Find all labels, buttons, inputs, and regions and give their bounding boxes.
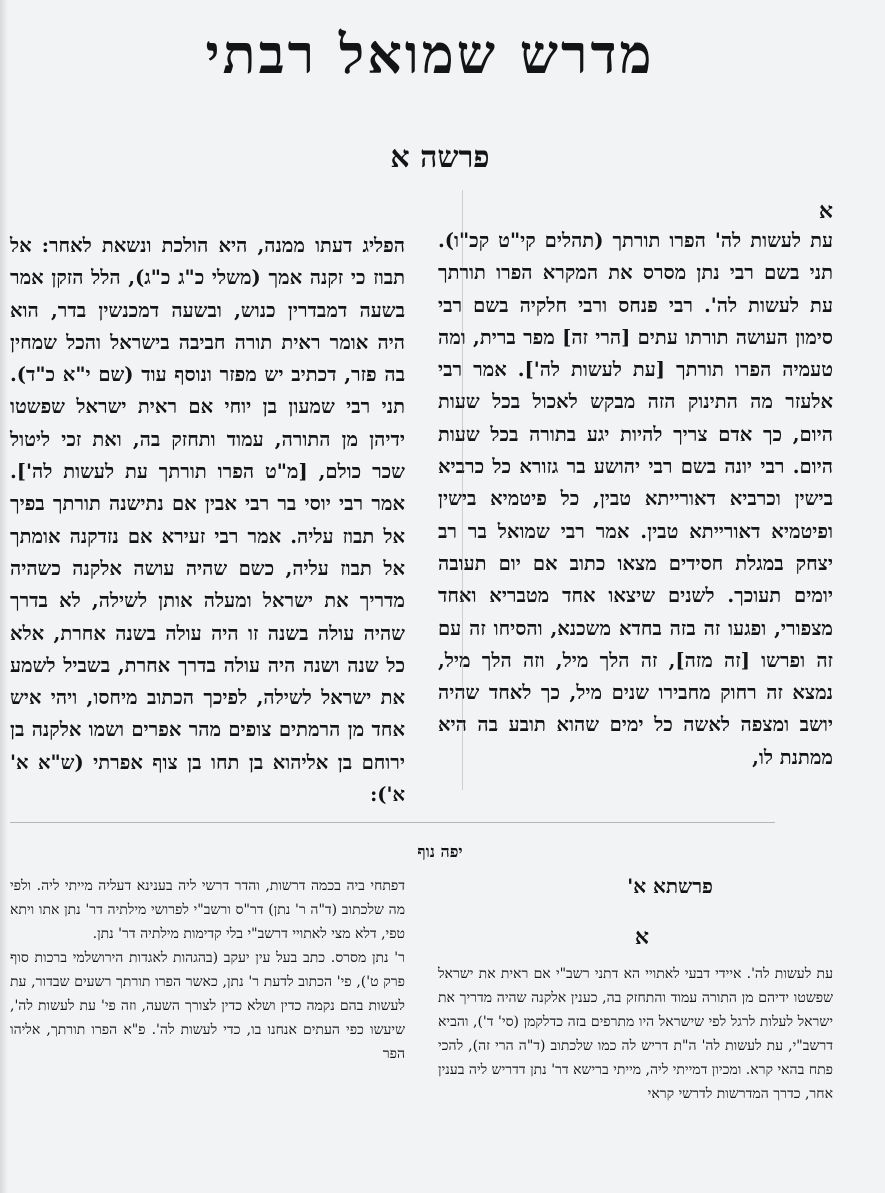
commentary-paragraph: דפתחי ביה בכמה דרשות, והדר דרשי ליה בענינא דעליה מייתי ליה. ולפי מה שלכתוב (ד"ה ר' נתן) דר"ס ורשב"י לפרושי מילתיה דר' נתן אתו ויתא טפי, דלא מצי לאתויי דרשב"י בלי קדימות מילתיה דר' נתן. [10,878,405,942]
book-gutter-shadow [0,0,8,1193]
main-text-right-column [438,195,833,774]
main-paragraph: הפליג דעתו ממנה, היא הולכת ונשאת לאחר: אל תבוז כי זקנה אמך (משלי כ"ג כ"ג), הלל הזקן אמר בשעה דמבדרין כנוש, ובשעה דמכנשין בדר, הוא היה אומר ראית תורה חביבה בישראל והכל שמחין בה פזר, דכתיב יש מפזר ונוסף עוד (שם י"א כ"ד). תני רבי שמעון בן יוחי אם ראית ישראל שפשטו ידיהן מן התורה, עמוד ותחזק בה, ואת זכי ליטול שכר כולם, [מ"ט הפרו תורתך עת לעשות לה']. אמר רבי יוסי בר רבי אבין אם נתישנה תורתך בפיך אל תבוז עליה. אמר רבי זעירא אם נזדקנה אומתך אל תבוז עליה, כשם שהיה עושה אלקנה כשהיה מדריך את ישראל ומעלה אותן לשילה, לא בדרך שהיה עולה בשנה זו היה עולה בשנה אחרת, אלא כל שנה ושנה היה עולה בדרך אחרת, בשביל לשמע את ישראל לשילה, לפיכך הכתוב מיחסו, ויהי איש אחד מן הרמתים צופים מהר אפרים ושמו אלקנה בן ירוחם בן אליהוא בן תחו בן צוף אפרתי (ש"א א' א'): [10,234,405,807]
commentary-right-column [438,962,833,1106]
main-paragraph: עת לעשות לה' הפרו תורתך (תהלים קי"ט קכ"ו). תני בשם רבי נתן מסרס את המקרא הפרו תורתך עת לעשות לה'. רבי פנחס ורבי חלקיה בשם רבי סימון העושה תורתו עתים [הרי זה] מפר ברית, ומה טעמיה הפרו תורתך [עת לעשות לה']. אמר רבי אלעזר מה התינוק הזה מבקש לאכול בכל שעות היום, כך אדם צריך להיות יגע בתורה בכל שעות היום. רבי יונה בשם רבי יהושע בר גזורא כל כרביא בישין וכרביא דאורייתא טבין, כל פיטמיא בישין ופיטמיא דאורייתא טבין. אמר רבי שמואל בר רב יצחק במגלת חסידים מצאו כתוב אם יום תעובה יומים תעוכך. לשנים שיצאו אחד מטבריא ואחד מצפורי, ופגעו זה בזה בחדא משכנא, והסיחו זה עם זה ופרשו [זה מזה], זה הלך מיל, וזה הלך מיל, נמצא זה רחוק מחבירו שנים מיל, כך לאחד שהיה יושב ומצפה לאשה כל ימים שהוא תובע בה היא ממתנת לו, [438,229,833,769]
commentary-section-letter: א [634,924,650,950]
commentary-running-head: יפה נוף [417,842,463,861]
commentary-heading: פרשתא א' [627,874,713,898]
page-title: מדרש שמואל רבתי [205,22,655,86]
commentary-paragraph: עת לעשות לה'. איידי דבעי לאתויי הא דתני רשב"י אם ראית את ישראל שפשטו ידיהם מן התורה עמוד והתחזק בה, כענין אלקנה שהיה מדריך את ישראל לעלות לרגל לפי שישראל היו מתרפים בזה כדלקמן (סי' ד'), והביא דרשב"י, עת לעשות לה' ה"ת דריש לה כמו שלכתוב (ד"ה הרי זה), להכי פתח בהאי קרא. ומכיון דמייתי ליה, מייתי ברישא דר' נתן דדריש ליה בענין אחר, כדרך המדרשות לדרשי קראי [438,966,833,1102]
commentary-left-column [10,874,405,1066]
column-separator [462,190,463,790]
section-divider [10,822,775,823]
commentary-paragraph: ר' נתן מסרס. כתב בעל עין יעקב (בהגהות לאגדות הירושלמי ברכות סוף פרק ט'), פי' הכתוב לדעת ר' נתן, כאשר הפרו תורתך רשעים שבדור, עת לעשות בהם נקמה כדין ושלא כדין לצורך השעה, וזה פי' עת לעשות לה', שיעשו כפי העתים אנחנו בו, כדי לעשות לה'. פ"א הפרו תורתך, אליהו הפר [10,950,405,1062]
main-text-left-column [10,230,405,811]
main-section-letter: א [818,198,833,224]
parsha-heading: פרשה א [390,140,490,175]
